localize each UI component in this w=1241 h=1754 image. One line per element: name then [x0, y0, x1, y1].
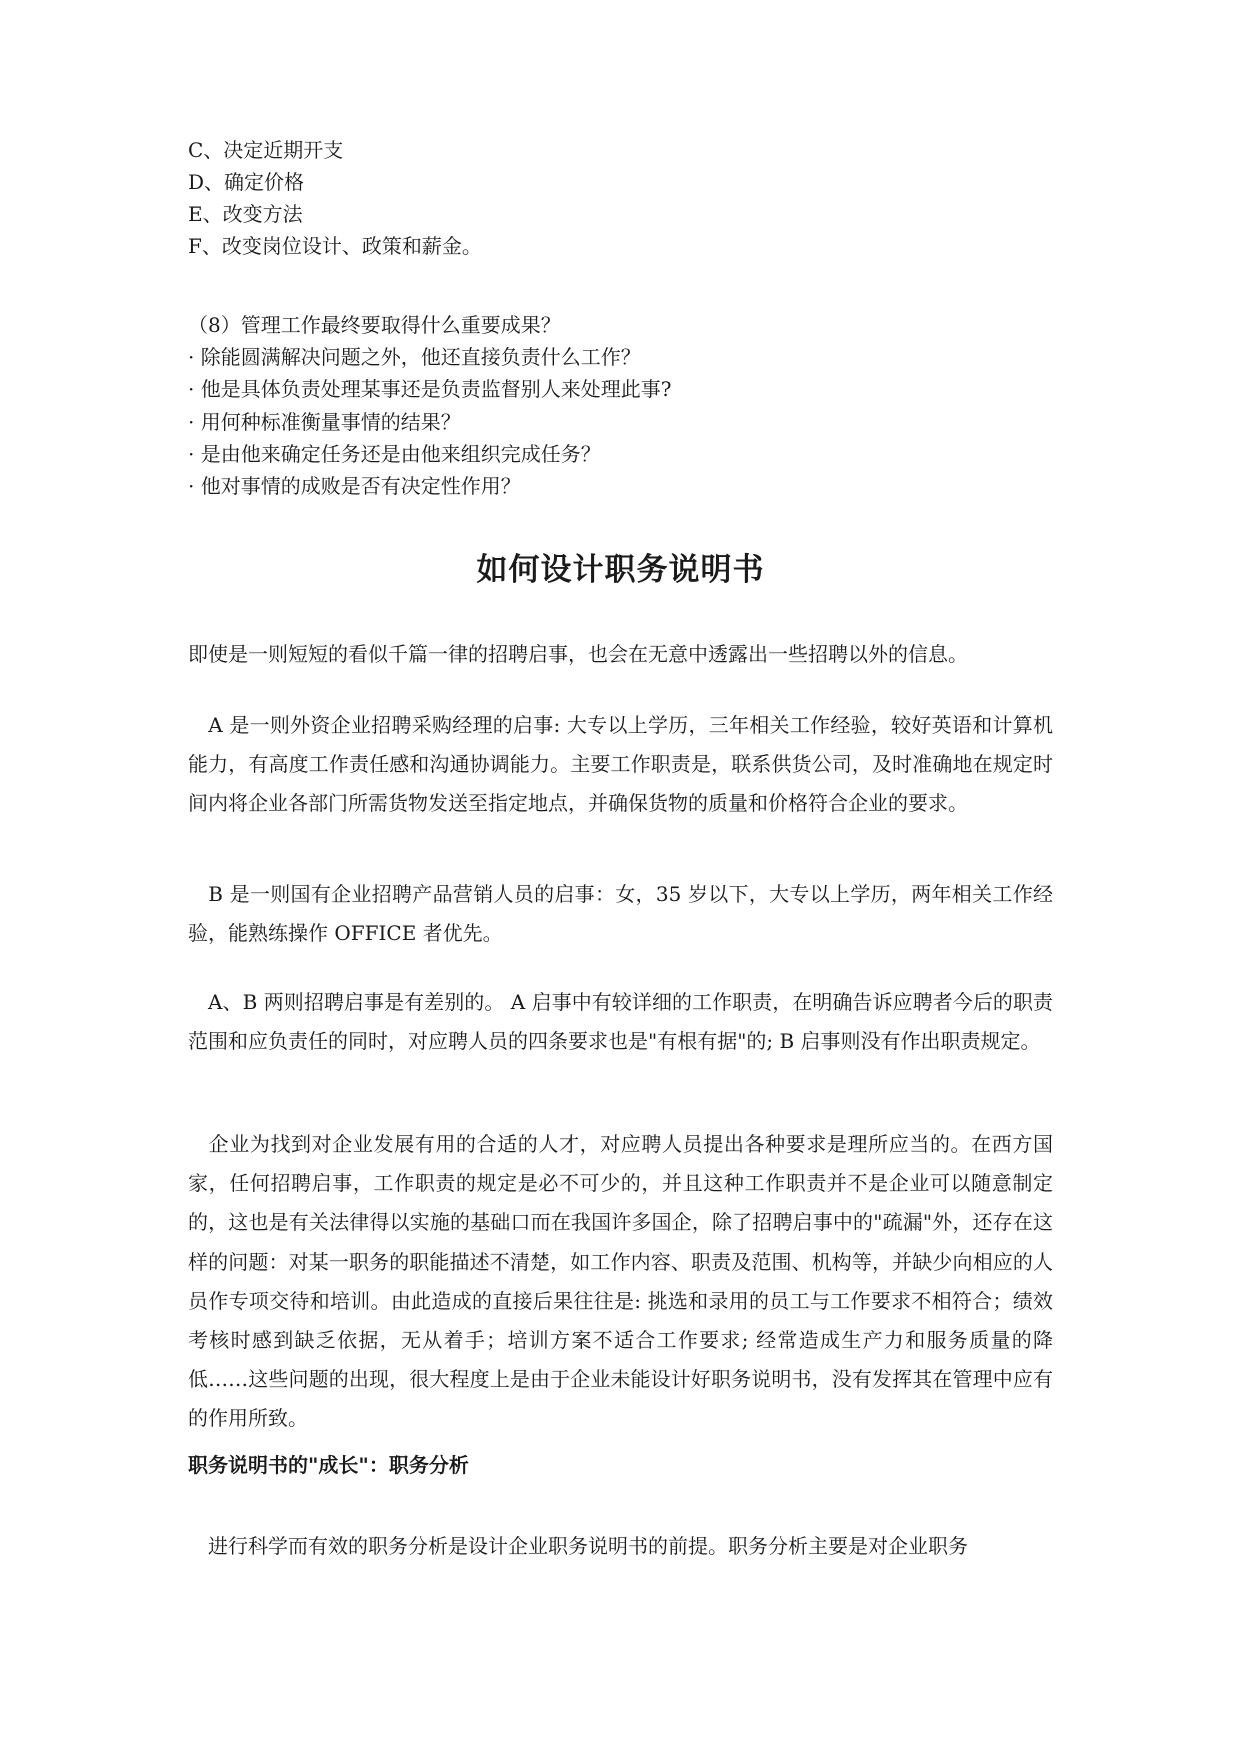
- question-8-block: [188, 309, 1053, 502]
- question-8-item: · 他对事情的成败是否有决定性作用？: [188, 474, 521, 499]
- paragraph-job-analysis: 进行科学而有效的职务分析是设计企业职务说明书的前提。职务分析主要是对企业职务: [188, 1534, 968, 1558]
- question-8-item: · 用何种标准衡量事情的结果？: [188, 409, 461, 434]
- intro-paragraph: 即使是一则短短的看似千篇一律的招聘启事，也会在无意中透露出一些招聘以外的信息。: [188, 642, 968, 666]
- paragraph-b: B 是一则国有企业招聘产品营销人员的启事：女，35 岁以下，大专以上学历，两年相关工作经验，能熟练操作 OFFICE 者优先。: [188, 882, 1053, 946]
- paragraph-a: A 是一则外资企业招聘采购经理的启事: 大专以上学历，三年相关工作经验，较好英语和计算机能力，有高度工作责任感和沟通协调能力。主要工作职责是，联系供货公司，及时准确地在规定时间内将企业各部门所需货物发送至指定地点，并确保货物的质量和价格符合企业的要求。: [188, 713, 1053, 816]
- question-8-item: · 他是具体负责处理某事还是负责监督别人来处理此事?: [188, 377, 672, 402]
- question-8-heading: （8）管理工作最终要取得什么重要成果？: [188, 313, 561, 337]
- paragraph-ab-comparison: A、B 两则招聘启事是有差别的。 A 启事中有较详细的工作职责，在明确告诉应聘者今后的职责范围和应负责任的同时，对应聘人员的四条要求也是"有根有据"的; B 启事则没有作出职责规定。: [188, 990, 1053, 1054]
- option-c: C、决定近期开支: [188, 138, 344, 162]
- section-subheading: 职务说明书的"成长"：职务分析: [188, 1453, 469, 1477]
- options-list: [188, 134, 1053, 262]
- option-e: E、改变方法: [188, 202, 303, 226]
- option-d: D、确定价格: [188, 170, 305, 194]
- paragraph-enterprise: 企业为找到对企业发展有用的合适的人才，对应聘人员提出各种要求是理所应当的。在西方国家，任何招聘启事，工作职责的规定是必不可少的，并且这种工作职责并不是企业可以随意制定的，这也是有关法律得以实施的基础口而在我国许多国企，除了招聘启事中的"疏漏"外，还存在这样的问题：对某一职务的职能描述不清楚，如工作内容、职责及范围、机构等，并缺少向相应的人员作专项交待和培训。由此造成的直接后果往往是: 挑选和录用的员工与工作要求不相符合；绩效考核时感到缺乏依据，无从着手；培训方案不适合工作要求; 经常造成生产力和服务质量的降低……这些问题的出现，很大程度上是由于企业未能设计好职务说明书，没有发挥其在管理中应有的作用所致。: [188, 1132, 1053, 1431]
- article-title: 如何设计职务说明书: [476, 552, 765, 588]
- question-8-item: · 是由他来确定任务还是由他来组织完成任务？: [188, 441, 601, 466]
- option-f: F、改变岗位设计、政策和薪金。: [188, 234, 482, 258]
- question-8-item: · 除能圆满解决问题之外，他还直接负责什么工作？: [188, 345, 641, 370]
